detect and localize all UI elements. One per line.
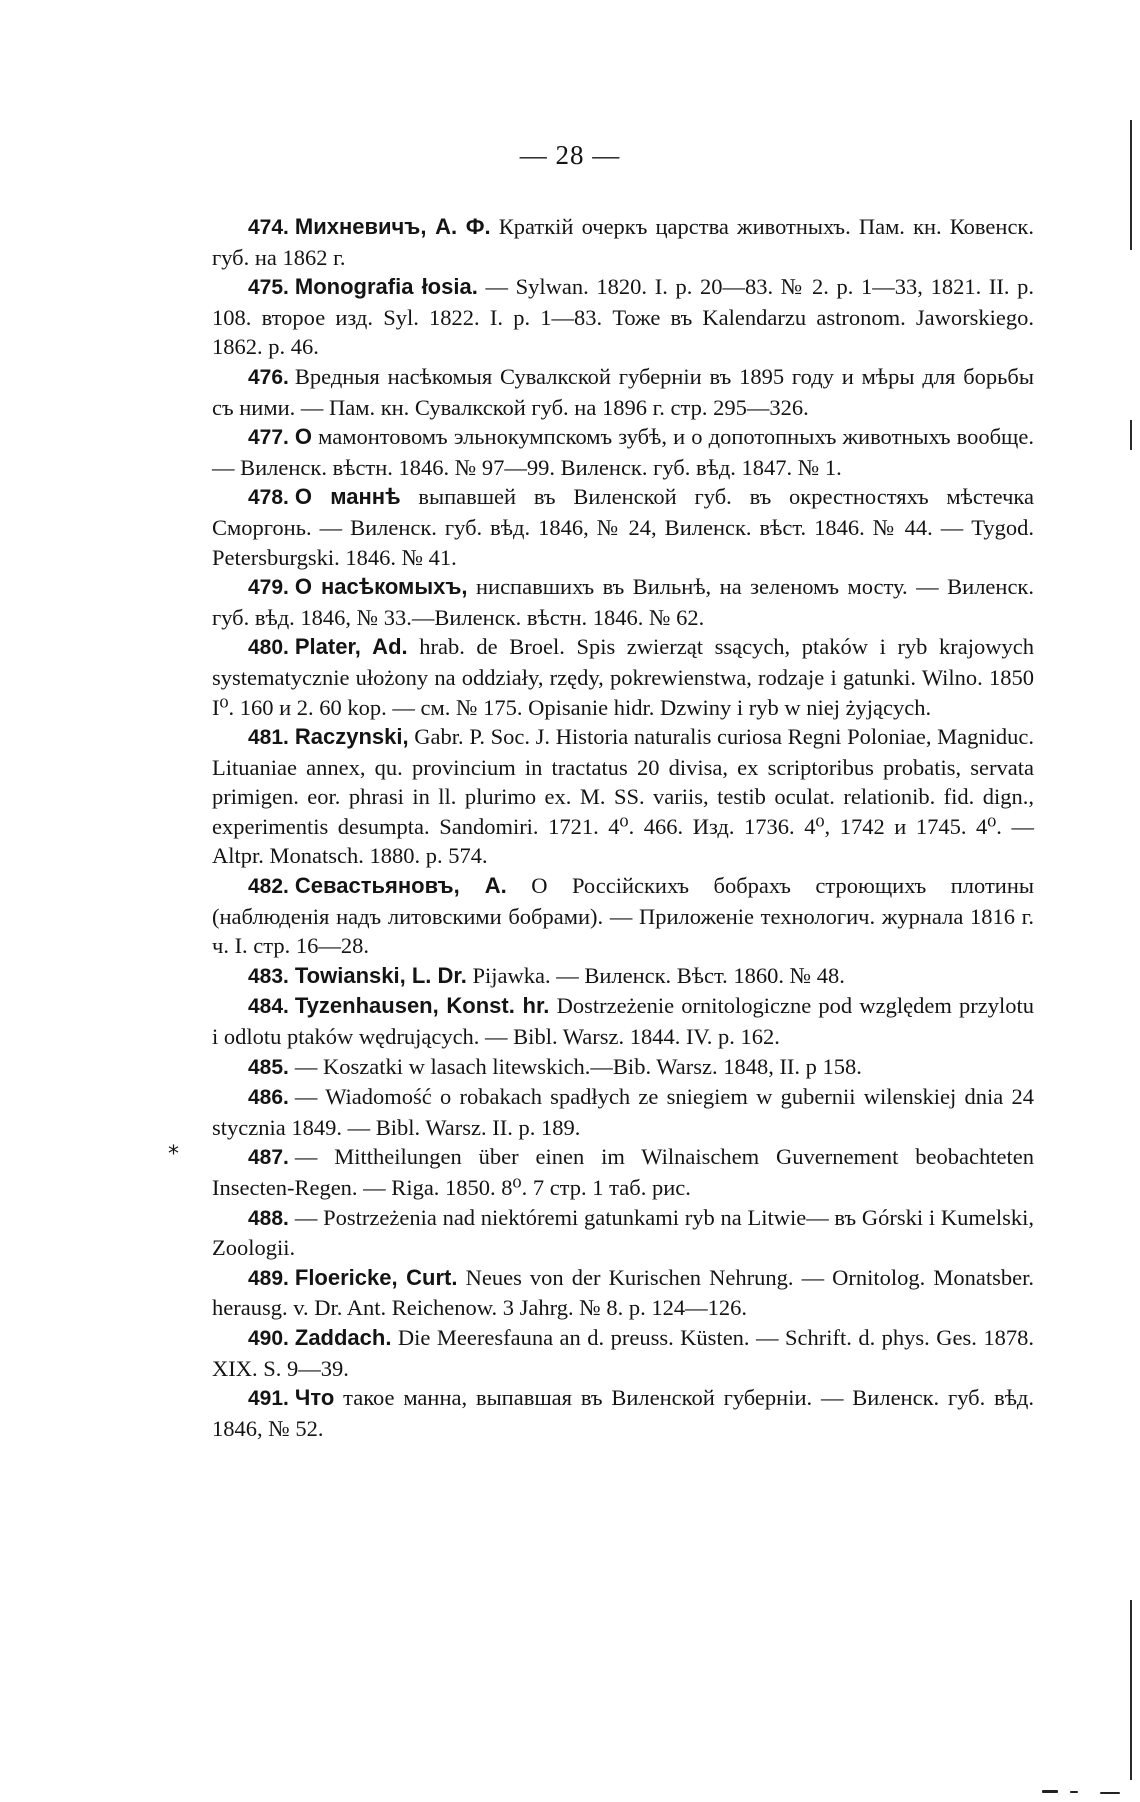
entry-text: выпавшей въ Виленской губ. въ окрестностяхъ мѣстечка Сморгонь. — Виленск. губ. вѣд. 1846, № 24, Виленск. вѣст. 1846. № 44. — Tygod. Petersburgski. 1846. № 41. bbox=[212, 484, 1034, 570]
entry-487 bbox=[212, 1142, 1034, 1202]
entry-489 bbox=[212, 1263, 1034, 1323]
entry-488 bbox=[212, 1203, 1034, 1263]
entry-number: 486. bbox=[248, 1086, 289, 1110]
entry-text: — Wiadomość o robakach spadłych ze sniegiem w gubernii wilenskiej dnia 24 stycznia 1849. — Bibl. Warsz. II. p. 189. bbox=[212, 1084, 1034, 1140]
stray-asterisk-mark: * bbox=[168, 1142, 179, 1167]
entry-number: 484. bbox=[248, 995, 289, 1019]
entry-479 bbox=[212, 572, 1034, 632]
entry-number: 479. bbox=[248, 576, 289, 600]
entry-482 bbox=[212, 871, 1034, 961]
entry-heading: Raczynski, bbox=[294, 724, 409, 750]
entry-heading: Floericke, Curt. bbox=[294, 1264, 458, 1290]
entry-heading: Михневичъ, А. Ф. bbox=[294, 214, 491, 239]
scan-speck bbox=[1100, 1792, 1120, 1794]
entry-484 bbox=[212, 991, 1034, 1051]
entry-number: 491. bbox=[248, 1387, 289, 1411]
entry-number: 480. bbox=[248, 636, 289, 660]
entry-number: 475. bbox=[248, 276, 289, 300]
entry-text: Die Meeresfauna an d. preuss. Küsten. — Schrift. d. phys. Ges. 1878. XIX. S. 9—39. bbox=[212, 1324, 1034, 1381]
entry-text: Gabr. P. Soc. J. Historia naturalis curiosa Regni Poloniae, Magniduc. Lituaniae annex, qu. provincium in tractatus 20 divisa, ex scriptoribus probatis, servata primigen. eor. phrasi in ll. plurimo ex. M. SS. variis, testib oculat. relationib. fid. dign., experimentis desumpta. Sandomiri. 1721. 4⁰. 466. Изд. 1736. 4⁰, 1742 и 1745. 4⁰. — Altpr. Monatsch. 1880. p. 574. bbox=[212, 724, 1034, 869]
scan-margin-line bbox=[1130, 120, 1132, 250]
entry-text: — Mittheilungen über einen im Wilnaischem Guvernement beobachteten Insecten-Regen. — Riga. 1850. 8⁰. 7 стр. 1 таб. рис. bbox=[212, 1144, 1034, 1200]
entry-heading: О bbox=[294, 424, 312, 450]
entry-heading: Севастьяновъ, А. bbox=[294, 873, 507, 899]
entry-number: 489. bbox=[248, 1266, 289, 1290]
entry-483 bbox=[212, 961, 1034, 992]
entry-476 bbox=[212, 362, 1034, 422]
entry-485 bbox=[212, 1052, 1034, 1083]
bibliography-list bbox=[212, 212, 1034, 1443]
entry-491 bbox=[212, 1383, 1034, 1443]
entry-text: мамонтовомъ эльнокумпскомъ зубѣ, и о допотопныхъ животныхъ вообще. — Виленск. вѣстн. 1846. № 97—99. Виленск. губ. вѣд. 1847. № 1. bbox=[212, 424, 1034, 480]
scan-speck bbox=[1042, 1790, 1058, 1793]
entry-number: 478. bbox=[248, 486, 289, 510]
entry-heading: Plater, Ad. bbox=[294, 634, 408, 660]
page-number: — 28 — bbox=[519, 140, 621, 170]
entry-481 bbox=[212, 722, 1034, 871]
scan-margin-line bbox=[1130, 420, 1132, 450]
entry-text: Pijawka. — Виленск. Вѣст. 1860. № 48. bbox=[466, 962, 845, 988]
entry-number: 476. bbox=[248, 365, 289, 389]
entry-heading: Towianski, L. Dr. bbox=[294, 962, 467, 988]
entry-number: 482. bbox=[248, 875, 289, 899]
scan-speck bbox=[1070, 1791, 1078, 1793]
entry-477 bbox=[212, 422, 1034, 482]
entry-text: — Koszatki w lasach litewskich.—Bib. Warsz. 1848, II. p 158. bbox=[294, 1053, 862, 1079]
entry-number: 488. bbox=[248, 1206, 289, 1230]
entry-text: Neues von der Kurischen Nehrung. — Ornitolog. Monatsber. herausg. v. Dr. Ant. Reichenow. 3 Jahrg. № 8. p. 124—126. bbox=[212, 1264, 1035, 1321]
entry-text: — Postrzeżenia nad niektóremi gatunkami ryb na Litwie— въ Górski i Kumelski, Zoologii. bbox=[212, 1204, 1034, 1261]
entry-text: — Sylwan. 1820. I. p. 20—83. № 2. p. 1—33, 1821. II. p. 108. второе изд. Syl. 1822. I. p. 1—83. Тоже въ Kalendarzu astronom. Jaworskiego. 1862. p. 46. bbox=[212, 274, 1034, 360]
entry-number: 490. bbox=[248, 1326, 289, 1350]
entry-text: ниспавшихъ въ Вильнѣ, на зеленомъ мосту. — Виленск. губ. вѣд. 1846, № 33.—Виленск. вѣстн. 1846. № 62. bbox=[212, 574, 1034, 630]
entry-text: Dostrzeżenie ornitologiczne pod względem przylotu i odlotu ptaków wędrujących. — Bibl. Warsz. 1844. IV. p. 162. bbox=[212, 993, 1034, 1050]
entry-heading: Monografia łosia. bbox=[294, 274, 478, 300]
entry-486 bbox=[212, 1082, 1034, 1142]
entry-478 bbox=[212, 482, 1034, 572]
entry-490 bbox=[212, 1323, 1034, 1383]
entry-heading: О насѣкомыхъ, bbox=[294, 574, 468, 600]
entry-number: 477. bbox=[248, 426, 289, 450]
entry-heading: Tyzenhausen, Konst. hr. bbox=[294, 993, 550, 1019]
entry-heading: О маннѣ bbox=[294, 484, 401, 510]
entry-number: 474. bbox=[248, 216, 289, 239]
entry-474 bbox=[212, 212, 1034, 272]
entry-number: 485. bbox=[248, 1055, 289, 1079]
entry-number: 481. bbox=[248, 726, 289, 750]
entry-text: Краткій очеркъ царства животныхъ. Пам. кн. Ковенск. губ. на 1862 г. bbox=[212, 214, 1034, 270]
entry-heading: Zaddach. bbox=[294, 1324, 392, 1350]
entry-text: hrab. de Broel. Spis zwierząt ssących, ptaków i ryb krajowych systematycznie ułożony na oddziały, rzędy, pokrewienstwa, rodzaje i gatunki. Wilno. 1850 I⁰. 160 и 2. 60 kop. — см. № 175. Opisanie hidr. Dzwiny i ryb w niej żyjących. bbox=[212, 634, 1034, 720]
scan-margin-line bbox=[1130, 1600, 1132, 1780]
entry-475 bbox=[212, 272, 1034, 362]
entry-number: 487. bbox=[248, 1146, 289, 1170]
entry-text: О Россійскихъ бобрахъ строющихъ плотины (наблюденія надъ литовскими бобрами). — Приложеніе технологич. журнала 1816 г. ч. I. стр. 16—28. bbox=[212, 873, 1034, 959]
entry-text: Вредныя насѣкомыя Сувалкской губерніи въ 1895 году и мѣры для борьбы съ ними. — Пам. кн. Сувалкской губ. на 1896 г. стр. 295—326. bbox=[212, 363, 1034, 420]
entry-heading: Что bbox=[294, 1385, 335, 1411]
entry-number: 483. bbox=[248, 964, 289, 988]
entry-480 bbox=[212, 632, 1034, 722]
entry-text: такое манна, выпавшая въ Виленской губерніи. — Виленск. губ. вѣд. 1846, № 52. bbox=[212, 1385, 1034, 1441]
